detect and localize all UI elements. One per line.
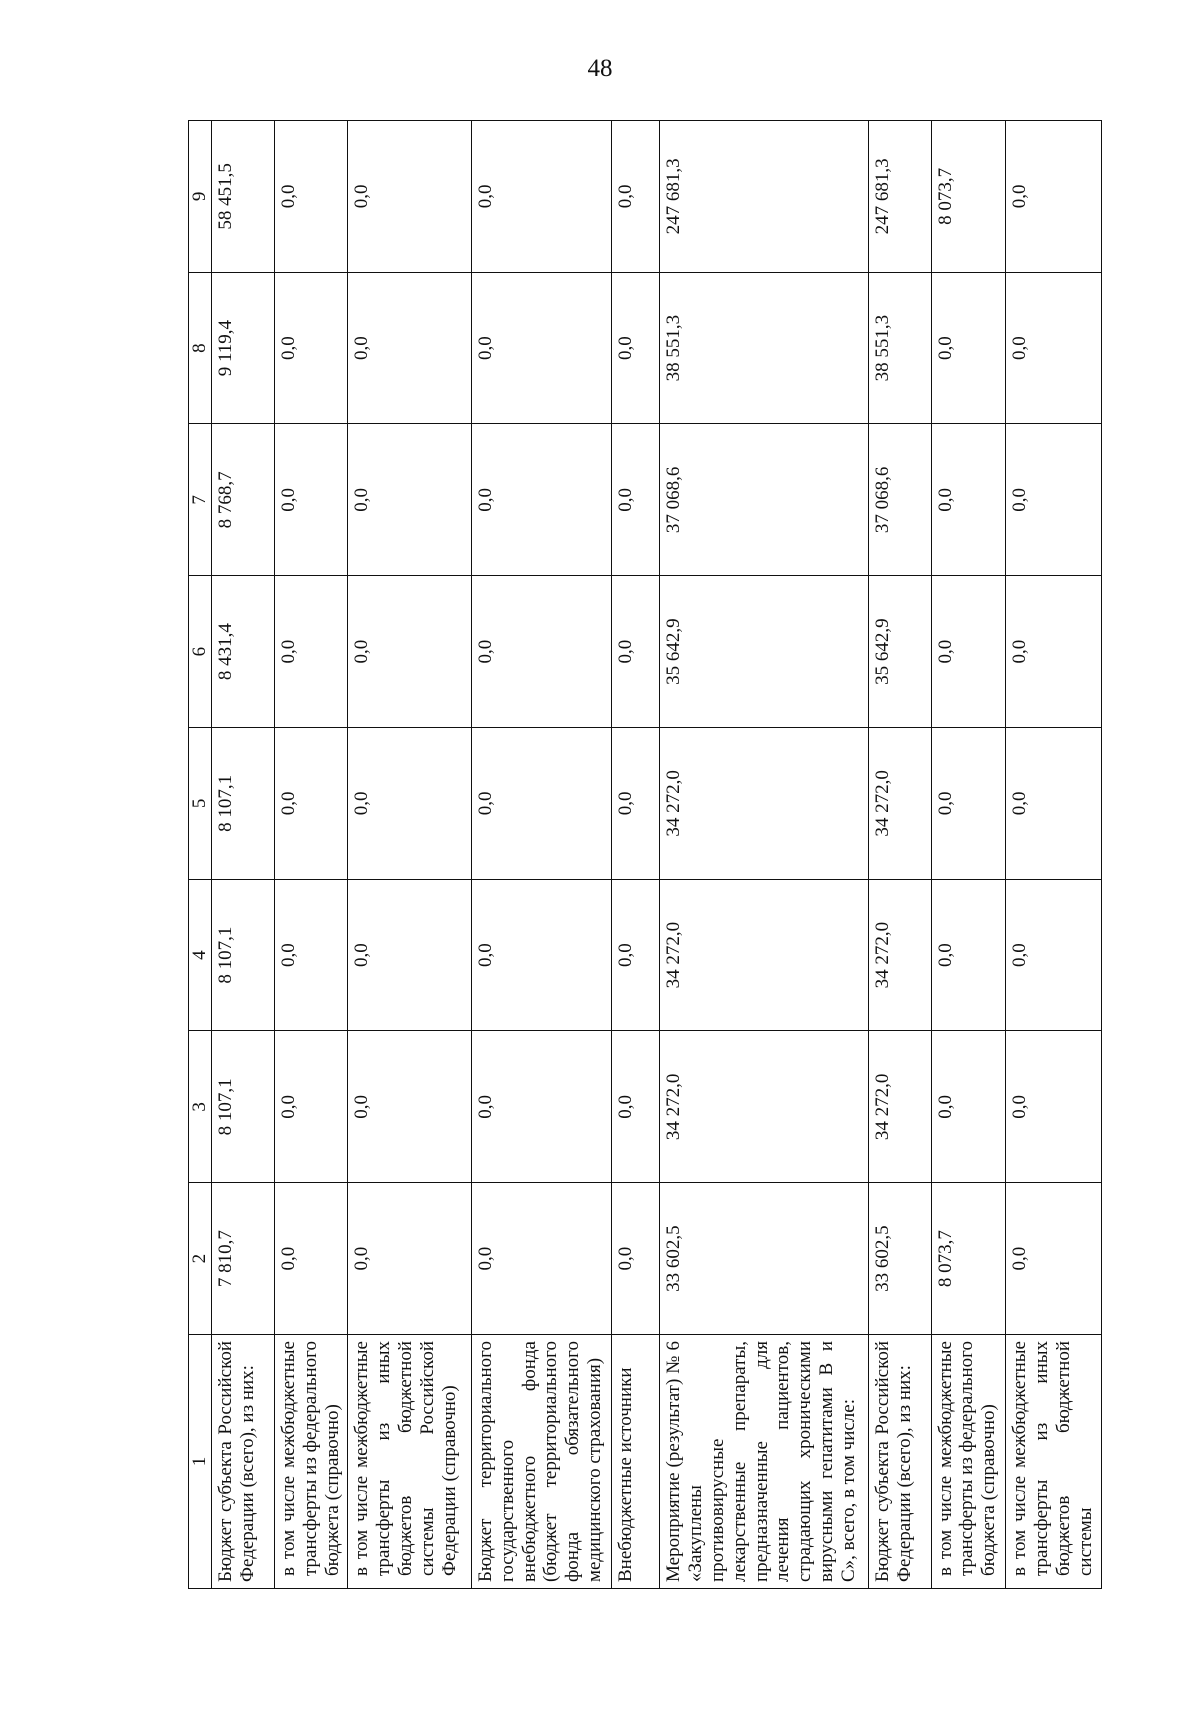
cell-value: 8 107,1	[212, 879, 275, 1031]
cell-value: 0,0	[275, 272, 348, 424]
cell-value: 34 272,0	[660, 879, 869, 1031]
row-label: Мероприятие (результат) № 6 «Закуплены противовирусные лекарственные препараты, предназначенные для лечения пациентов, страдающих хроническими вирусными гепатитами B и C», всего, в том числе:	[660, 1335, 869, 1589]
table-row	[348, 121, 471, 1589]
cell-value: 34 272,0	[660, 1031, 869, 1183]
cell-value: 0,0	[1006, 576, 1102, 728]
column-number: 2	[189, 1183, 212, 1335]
column-number: 3	[189, 1031, 212, 1183]
row-label: в том числе межбюджетные трансферты из иных бюджетов бюджетной системы Российской Федерации (справочно)	[348, 1335, 471, 1589]
column-number: 8	[189, 272, 212, 424]
page-number: 48	[587, 55, 613, 82]
cell-value: 0,0	[348, 424, 471, 576]
cell-value: 0,0	[348, 121, 471, 273]
cell-value: 8 073,7	[931, 121, 1006, 273]
cell-value: 0,0	[931, 1031, 1006, 1183]
cell-value: 247 681,3	[868, 121, 931, 273]
cell-value: 35 642,9	[660, 576, 869, 728]
cell-value: 0,0	[1006, 1031, 1102, 1183]
row-label: в том числе межбюджетные трансферты из иных бюджетов бюджетной системы	[1006, 1335, 1102, 1589]
column-number: 4	[189, 879, 212, 1031]
row-label: Внебюджетные источники	[611, 1335, 660, 1589]
table-row	[471, 121, 611, 1589]
cell-value: 0,0	[611, 121, 660, 273]
cell-value: 37 068,6	[660, 424, 869, 576]
cell-value: 0,0	[931, 576, 1006, 728]
cell-value: 8 107,1	[212, 1031, 275, 1183]
row-label: Бюджет субъекта Российской Федерации (всего), из них:	[212, 1335, 275, 1589]
cell-value: 38 551,3	[660, 272, 869, 424]
cell-value: 0,0	[1006, 728, 1102, 880]
column-number: 5	[189, 728, 212, 880]
table-row	[1006, 121, 1102, 1589]
cell-value: 33 602,5	[868, 1183, 931, 1335]
cell-value: 0,0	[471, 121, 611, 273]
cell-value: 38 551,3	[868, 272, 931, 424]
cell-value: 8 431,4	[212, 576, 275, 728]
table-row	[931, 121, 1006, 1589]
cell-value: 0,0	[471, 1031, 611, 1183]
cell-value: 35 642,9	[868, 576, 931, 728]
cell-value: 0,0	[275, 879, 348, 1031]
cell-value: 8 073,7	[931, 1183, 1006, 1335]
cell-value: 8 768,7	[212, 424, 275, 576]
cell-value: 0,0	[471, 879, 611, 1031]
cell-value: 9 119,4	[212, 272, 275, 424]
cell-value: 0,0	[348, 879, 471, 1031]
cell-value: 0,0	[471, 1183, 611, 1335]
cell-value: 0,0	[348, 728, 471, 880]
budget-table	[188, 120, 1102, 1589]
cell-value: 0,0	[611, 272, 660, 424]
cell-value: 0,0	[611, 424, 660, 576]
row-label: Бюджет субъекта Российской Федерации (всего), из них:	[868, 1335, 931, 1589]
cell-value: 0,0	[1006, 1183, 1102, 1335]
rotated-table-container	[188, 121, 1102, 1589]
cell-value: 0,0	[471, 728, 611, 880]
cell-value: 0,0	[611, 1183, 660, 1335]
cell-value: 0,0	[931, 879, 1006, 1031]
cell-value: 37 068,6	[868, 424, 931, 576]
table-row	[611, 121, 660, 1589]
cell-value: 0,0	[471, 576, 611, 728]
cell-value: 0,0	[275, 121, 348, 273]
column-number-header-row	[189, 121, 212, 1589]
cell-value: 0,0	[275, 1031, 348, 1183]
cell-value: 0,0	[611, 879, 660, 1031]
cell-value: 0,0	[611, 576, 660, 728]
cell-value: 0,0	[611, 728, 660, 880]
cell-value: 0,0	[1006, 272, 1102, 424]
cell-value: 58 451,5	[212, 121, 275, 273]
cell-value: 0,0	[611, 1031, 660, 1183]
cell-value: 34 272,0	[868, 1031, 931, 1183]
cell-value: 247 681,3	[660, 121, 869, 273]
cell-value: 0,0	[348, 272, 471, 424]
cell-value: 0,0	[275, 576, 348, 728]
row-label: в том числе межбюджетные трансферты из федерального бюджета (справочно)	[931, 1335, 1006, 1589]
row-label: Бюджет территориального государственного внебюджетного фонда (бюджет территориального фонда обязательного медицинского страхования)	[471, 1335, 611, 1589]
table-row	[660, 121, 869, 1589]
cell-value: 0,0	[348, 1183, 471, 1335]
cell-value: 0,0	[348, 1031, 471, 1183]
cell-value: 0,0	[348, 576, 471, 728]
cell-value: 0,0	[931, 272, 1006, 424]
column-number: 9	[189, 121, 212, 273]
table-row	[868, 121, 931, 1589]
column-number: 6	[189, 576, 212, 728]
cell-value: 34 272,0	[868, 728, 931, 880]
cell-value: 0,0	[931, 424, 1006, 576]
cell-value: 0,0	[471, 272, 611, 424]
cell-value: 7 810,7	[212, 1183, 275, 1335]
cell-value: 0,0	[1006, 879, 1102, 1031]
cell-value: 0,0	[275, 424, 348, 576]
row-label: в том числе межбюджетные трансферты из федерального бюджета (справочно)	[275, 1335, 348, 1589]
table-row	[275, 121, 348, 1589]
cell-value: 0,0	[275, 1183, 348, 1335]
cell-value: 8 107,1	[212, 728, 275, 880]
cell-value: 0,0	[931, 728, 1006, 880]
cell-value: 0,0	[1006, 424, 1102, 576]
cell-value: 33 602,5	[660, 1183, 869, 1335]
cell-value: 0,0	[275, 728, 348, 880]
cell-value: 34 272,0	[660, 728, 869, 880]
cell-value: 0,0	[471, 424, 611, 576]
column-number: 1	[189, 1335, 212, 1589]
table-row	[212, 121, 275, 1589]
cell-value: 34 272,0	[868, 879, 931, 1031]
cell-value: 0,0	[1006, 121, 1102, 273]
column-number: 7	[189, 424, 212, 576]
